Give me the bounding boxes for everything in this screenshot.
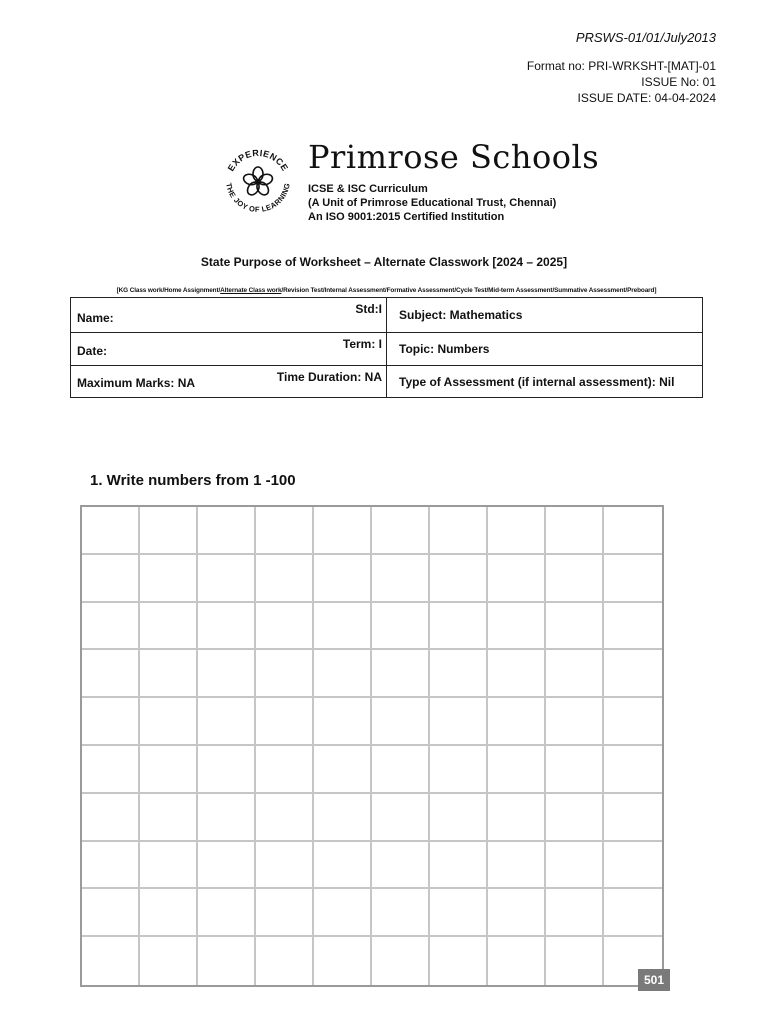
grid-cell[interactable] bbox=[198, 650, 256, 698]
grid-cell[interactable] bbox=[546, 507, 604, 555]
grid-cell[interactable] bbox=[314, 746, 372, 794]
grid-cell[interactable] bbox=[546, 698, 604, 746]
grid-cell[interactable] bbox=[140, 650, 198, 698]
marks-cell bbox=[71, 366, 387, 397]
grid-cell[interactable] bbox=[198, 842, 256, 890]
time-duration-label: Time Duration: NA bbox=[276, 370, 382, 384]
grid-cell[interactable] bbox=[82, 842, 140, 890]
grid-cell[interactable] bbox=[372, 507, 430, 555]
grid-cell[interactable] bbox=[314, 650, 372, 698]
grid-cell[interactable] bbox=[430, 698, 488, 746]
grid-cell[interactable] bbox=[430, 937, 488, 985]
format-number: Format no: PRI-WRKSHT-[MAT]-01 bbox=[526, 59, 716, 73]
grid-cell[interactable] bbox=[198, 555, 256, 603]
grid-cell[interactable] bbox=[430, 746, 488, 794]
subject-cell bbox=[387, 298, 702, 332]
grid-cell[interactable] bbox=[82, 698, 140, 746]
date-label: Date: bbox=[77, 344, 108, 358]
grid-cell[interactable] bbox=[372, 937, 430, 985]
grid-cell[interactable] bbox=[198, 794, 256, 842]
school-certification: An ISO 9001:2015 Certified Institution bbox=[308, 211, 505, 223]
grid-cell[interactable] bbox=[198, 746, 256, 794]
grid-cell[interactable] bbox=[430, 555, 488, 603]
grid-cell[interactable] bbox=[198, 937, 256, 985]
grid-cell[interactable] bbox=[604, 603, 662, 651]
grid-cell[interactable] bbox=[256, 937, 314, 985]
worksheet-title: State Purpose of Worksheet – Alternate Classwork [2024 – 2025] bbox=[200, 255, 568, 269]
grid-cell[interactable] bbox=[430, 794, 488, 842]
issue-date: ISSUE DATE: 04-04-2024 bbox=[577, 91, 716, 105]
grid-cell[interactable] bbox=[488, 842, 546, 890]
grid-cell[interactable] bbox=[430, 842, 488, 890]
grid-cell[interactable] bbox=[198, 889, 256, 937]
info-row-marks bbox=[71, 365, 702, 397]
grid-cell[interactable] bbox=[140, 889, 198, 937]
grid-cell[interactable] bbox=[604, 650, 662, 698]
grid-cell[interactable] bbox=[314, 603, 372, 651]
grid-cell[interactable] bbox=[198, 507, 256, 555]
format-block bbox=[527, 58, 716, 106]
grid-cell[interactable] bbox=[604, 698, 662, 746]
grid-cell[interactable] bbox=[198, 698, 256, 746]
grid-cell[interactable] bbox=[314, 555, 372, 603]
grid-cell[interactable] bbox=[140, 555, 198, 603]
grid-cell[interactable] bbox=[140, 937, 198, 985]
grid-cell[interactable] bbox=[82, 746, 140, 794]
grid-cell[interactable] bbox=[430, 507, 488, 555]
grid-cell[interactable] bbox=[82, 603, 140, 651]
info-table bbox=[70, 297, 703, 398]
grid-cell[interactable] bbox=[546, 650, 604, 698]
logo-text-bottom: THE JOY OF LEARNING bbox=[224, 182, 292, 215]
info-row-name bbox=[71, 298, 702, 332]
school-details bbox=[308, 182, 556, 224]
assessment-types-after: /Revision Test/Internal Assessment/Formative Assessment/Cycle Test/Mid-term Assessment/Summative Assessment/Preboard] bbox=[281, 287, 657, 294]
grid-cell[interactable] bbox=[198, 603, 256, 651]
page-number-badge: 501 bbox=[638, 969, 670, 991]
grid-cell[interactable] bbox=[372, 842, 430, 890]
grid-cell[interactable] bbox=[140, 603, 198, 651]
grid-cell[interactable] bbox=[546, 603, 604, 651]
grid-cell[interactable] bbox=[488, 555, 546, 603]
grid-cell[interactable] bbox=[488, 507, 546, 555]
name-cell[interactable] bbox=[71, 298, 387, 332]
question-1: 1. Write numbers from 1 -100 bbox=[90, 472, 296, 489]
grid-cell[interactable] bbox=[372, 746, 430, 794]
grid-cell[interactable] bbox=[430, 603, 488, 651]
grid-cell[interactable] bbox=[372, 889, 430, 937]
subject-text: Subject: Mathematics bbox=[399, 308, 523, 322]
grid-cell[interactable] bbox=[140, 507, 198, 555]
grid-cell[interactable] bbox=[82, 507, 140, 555]
grid-cell[interactable] bbox=[546, 794, 604, 842]
grid-cell[interactable] bbox=[488, 650, 546, 698]
topic-text: Topic: Numbers bbox=[399, 342, 490, 356]
grid-cell[interactable] bbox=[314, 889, 372, 937]
grid-cell[interactable] bbox=[488, 889, 546, 937]
school-curriculum: ICSE & ISC Curriculum bbox=[308, 183, 428, 195]
grid-cell[interactable] bbox=[314, 842, 372, 890]
max-marks-label: Maximum Marks: NA bbox=[77, 376, 196, 390]
grid-cell[interactable] bbox=[430, 889, 488, 937]
grid-cell[interactable] bbox=[256, 603, 314, 651]
issue-number: ISSUE No: 01 bbox=[641, 75, 716, 89]
grid-cell[interactable] bbox=[604, 794, 662, 842]
grid-cell[interactable] bbox=[256, 555, 314, 603]
logo-text-top: EXPERIENCE bbox=[225, 147, 291, 173]
grid-cell[interactable] bbox=[314, 507, 372, 555]
assessment-type-cell bbox=[387, 366, 702, 397]
grid-cell[interactable] bbox=[488, 698, 546, 746]
date-cell[interactable] bbox=[71, 333, 387, 365]
grid-cell[interactable] bbox=[256, 889, 314, 937]
grid-cell[interactable] bbox=[256, 698, 314, 746]
assessment-types-line bbox=[70, 287, 703, 294]
grid-cell[interactable] bbox=[314, 937, 372, 985]
grid-cell[interactable] bbox=[314, 698, 372, 746]
number-grid bbox=[80, 505, 664, 987]
grid-cell[interactable] bbox=[82, 794, 140, 842]
grid-cell[interactable] bbox=[430, 650, 488, 698]
grid-cell[interactable] bbox=[488, 937, 546, 985]
grid-cell[interactable] bbox=[372, 794, 430, 842]
grid-cell[interactable] bbox=[546, 746, 604, 794]
school-header bbox=[218, 138, 600, 230]
flower-icon bbox=[242, 167, 274, 197]
school-logo bbox=[218, 140, 298, 226]
grid-cell[interactable] bbox=[372, 555, 430, 603]
grid-cell[interactable] bbox=[546, 889, 604, 937]
grid-cell[interactable] bbox=[82, 937, 140, 985]
grid-cell[interactable] bbox=[488, 746, 546, 794]
grid-cell[interactable] bbox=[256, 507, 314, 555]
grid-cell[interactable] bbox=[140, 698, 198, 746]
school-unit: (A Unit of Primrose Educational Trust, Chennai) bbox=[308, 197, 557, 209]
document-reference: PRSWS-01/01/July2013 bbox=[575, 30, 716, 45]
grid-cell[interactable] bbox=[140, 746, 198, 794]
name-label: Name: bbox=[77, 311, 114, 325]
term-label: Term: I bbox=[342, 337, 382, 351]
grid-cell[interactable] bbox=[314, 794, 372, 842]
grid-cell[interactable] bbox=[256, 746, 314, 794]
grid-cell[interactable] bbox=[604, 889, 662, 937]
grid-cell[interactable] bbox=[372, 603, 430, 651]
topic-cell bbox=[387, 333, 702, 365]
grid-cell[interactable] bbox=[256, 650, 314, 698]
assessment-types-before: [KG Class work/Home Assignment/ bbox=[116, 287, 221, 294]
assessment-types-selected: Alternate Class work bbox=[220, 287, 282, 294]
svg-text:THE JOY OF LEARNING bbox=[224, 182, 292, 214]
grid-cell[interactable] bbox=[546, 842, 604, 890]
grid-cell[interactable] bbox=[604, 746, 662, 794]
grid-cell[interactable] bbox=[604, 555, 662, 603]
grid-cell[interactable] bbox=[140, 794, 198, 842]
grid-cell[interactable] bbox=[82, 889, 140, 937]
grid-cell[interactable] bbox=[256, 842, 314, 890]
assessment-type-text: Type of Assessment (if internal assessment): Nil bbox=[399, 374, 675, 389]
grid-cell[interactable] bbox=[546, 937, 604, 985]
std-label: Std:I bbox=[355, 302, 382, 316]
grid-cell[interactable] bbox=[488, 794, 546, 842]
grid-cell[interactable] bbox=[604, 842, 662, 890]
grid-cell[interactable] bbox=[372, 698, 430, 746]
grid-cell[interactable] bbox=[372, 650, 430, 698]
info-row-date bbox=[71, 332, 702, 365]
grid-cell[interactable] bbox=[140, 842, 198, 890]
grid-cell[interactable] bbox=[256, 794, 314, 842]
grid-cell[interactable] bbox=[488, 603, 546, 651]
grid-cell[interactable] bbox=[546, 555, 604, 603]
grid-cell[interactable] bbox=[604, 507, 662, 555]
grid-cell[interactable] bbox=[82, 650, 140, 698]
grid-cell[interactable] bbox=[82, 555, 140, 603]
svg-text:EXPERIENCE bbox=[226, 148, 291, 173]
school-name: Primrose Schools bbox=[308, 138, 600, 176]
